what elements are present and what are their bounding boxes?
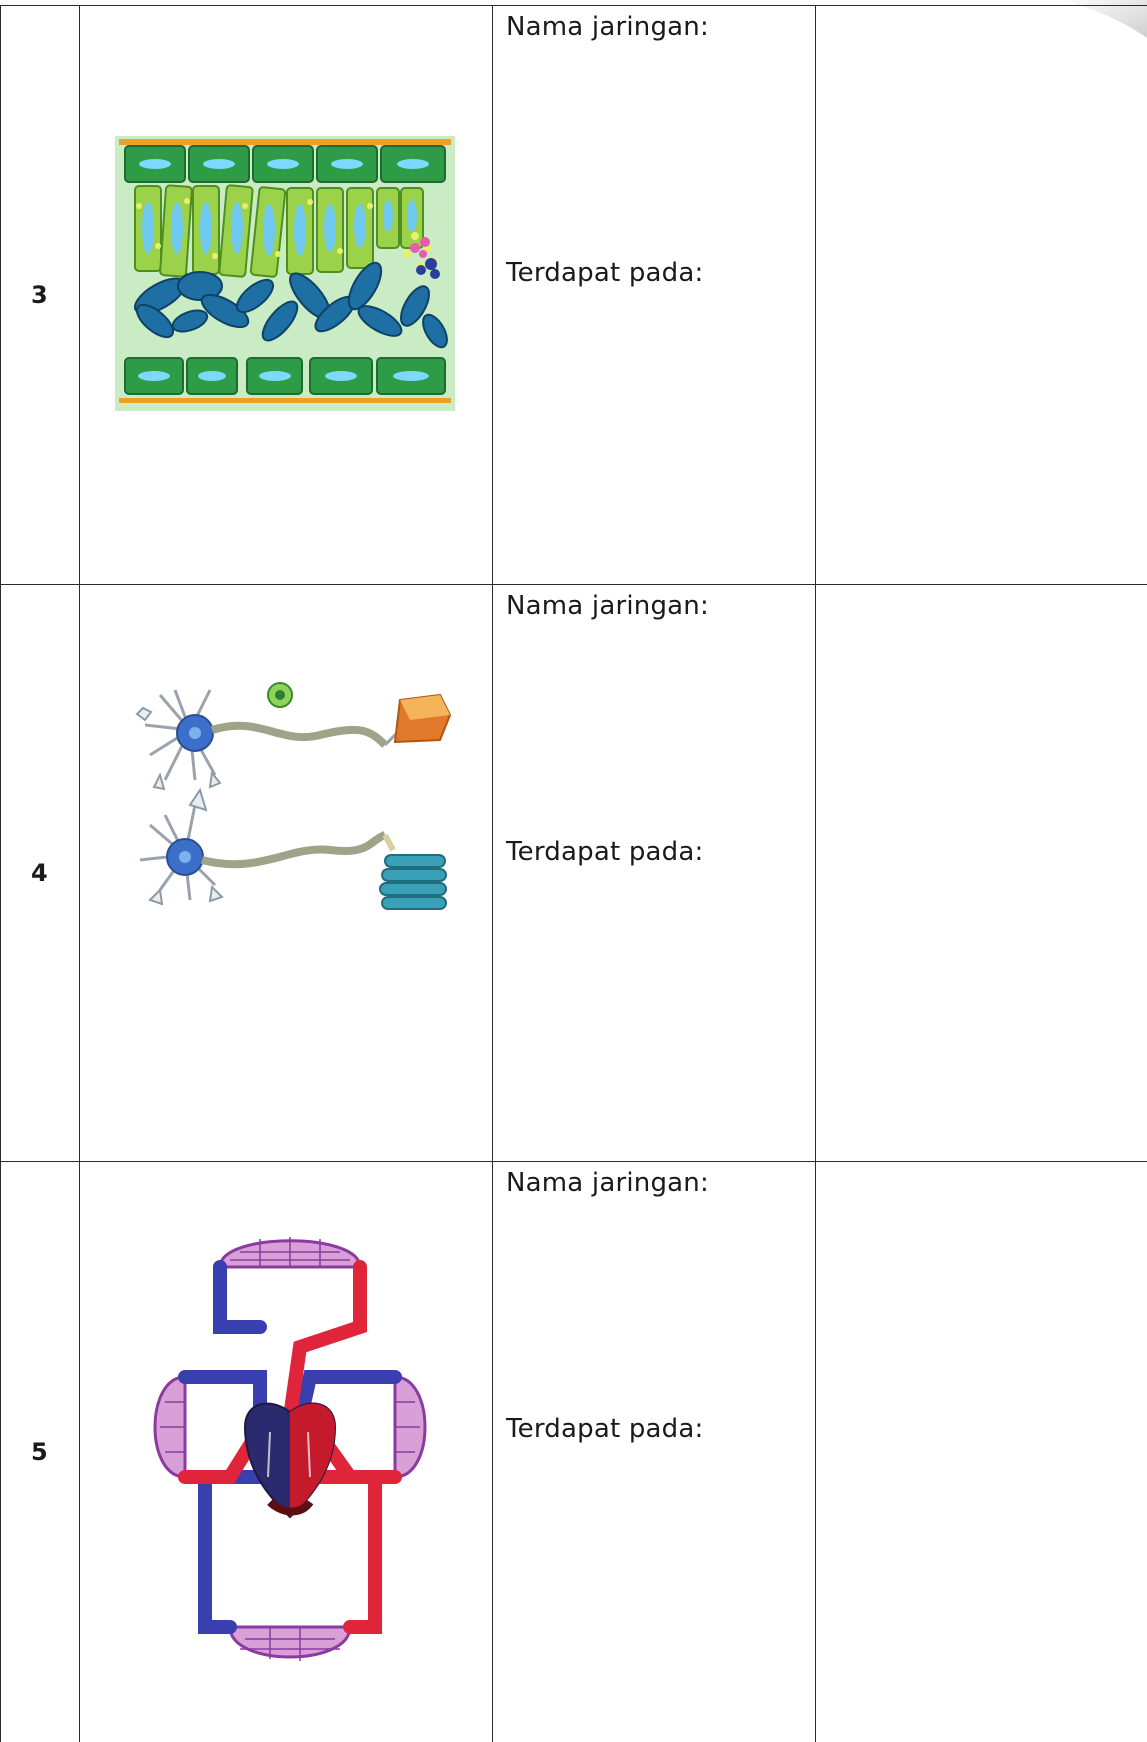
description-cell (493, 1162, 816, 1742)
table-row (1, 1162, 1147, 1742)
answer-cell[interactable] (816, 1162, 1147, 1742)
location-label: Terdapat pada: (506, 258, 703, 288)
image-cell (80, 585, 493, 1162)
leaf-cross-section-image (115, 136, 455, 411)
row-number-cell (1, 585, 80, 1162)
table-row (1, 6, 1147, 585)
table-row (1, 585, 1147, 1162)
location-label: Terdapat pada: (506, 837, 703, 867)
row-number: 3 (1, 281, 79, 309)
row-number: 5 (1, 1438, 79, 1466)
row-number-cell (1, 6, 80, 585)
tissue-name-label: Nama jaringan: (506, 1168, 709, 1198)
neurons-image (120, 675, 460, 935)
tissue-name-label: Nama jaringan: (506, 591, 709, 621)
worksheet-table (0, 5, 1147, 1742)
blood-circulation-image (150, 1227, 430, 1667)
location-label: Terdapat pada: (506, 1414, 703, 1444)
row-number: 4 (1, 859, 79, 887)
description-cell (493, 585, 816, 1162)
image-cell (80, 6, 493, 585)
tissue-name-label: Nama jaringan: (506, 12, 709, 42)
row-number-cell (1, 1162, 80, 1742)
answer-cell[interactable] (816, 6, 1147, 585)
image-cell (80, 1162, 493, 1742)
description-cell (493, 6, 816, 585)
answer-cell[interactable] (816, 585, 1147, 1162)
